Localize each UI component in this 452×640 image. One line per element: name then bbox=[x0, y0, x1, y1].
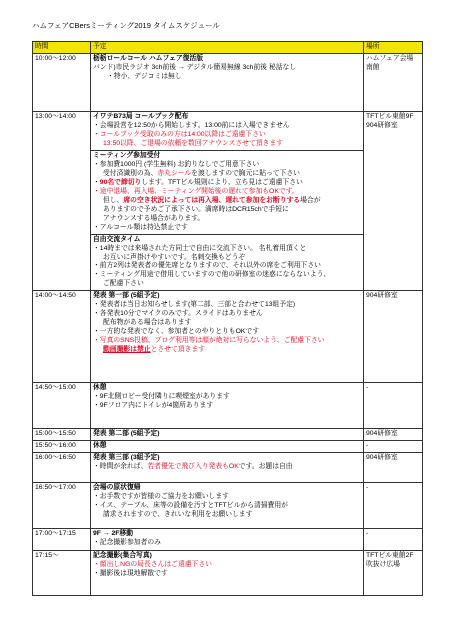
row-place: - bbox=[364, 483, 423, 529]
plan-line: ・発表者は当日お知らせします(第二部、三部と合わせて13組予定) bbox=[93, 301, 296, 309]
plan-line: ・一方的な発表でなく、参加者とのやりとりもOKです bbox=[93, 328, 260, 336]
row-time: 17:15～ bbox=[33, 551, 91, 596]
plan-line: ・9F北側ロビー受付隣りに喫煙室があります bbox=[93, 393, 230, 401]
row-plan bbox=[91, 483, 364, 529]
plan-title: 休憩 bbox=[93, 442, 107, 450]
plan-line: 13:50以降、ご退場の依頼を数回アナウンスさせて頂きます bbox=[103, 139, 283, 147]
plan-line: ・お手数ですが皆様のご協力をお願いします bbox=[93, 493, 229, 501]
plan-block bbox=[91, 54, 363, 83]
plan-line: アナウンスする場合があります。 bbox=[103, 214, 205, 222]
plan-line: 動画撮影は禁止とさせて頂きます bbox=[103, 346, 205, 354]
row-time: 10:00～12:00 bbox=[33, 53, 91, 111]
row-time: 14:00～14:50 bbox=[33, 291, 91, 383]
row-plan bbox=[91, 111, 364, 290]
plan-line: ありますので予めご了承下さい。満席時はDCR15chで手短に bbox=[103, 205, 289, 213]
plan-line: ・9Fフロア内にトイレが4箇所あります bbox=[93, 402, 214, 410]
plan-line: ・撮影後は現地解散です bbox=[93, 570, 168, 578]
plan-line: ・途中退場、再入場、ミーティング開始後の遅れて参加もOKです。 bbox=[93, 187, 299, 195]
plan-title: 休憩 bbox=[93, 384, 107, 392]
plan-title: 会場の原状復帰 bbox=[93, 484, 141, 492]
plan-block bbox=[91, 453, 363, 473]
plan-line: ・14時までは来場された方同士で自由に交流下さい。 名札着用頂くと bbox=[93, 244, 307, 252]
row-time: 16:50～17:00 bbox=[33, 483, 91, 529]
plan-title: 9F → 2F移動 bbox=[93, 530, 134, 538]
plan-line: ・参加費1000円 (学生無料) お釣りなしでご用意下さい bbox=[93, 160, 260, 168]
row-time: 14:50～15:00 bbox=[33, 383, 91, 429]
plan-line: ・記念撮影参加者のみ bbox=[93, 539, 161, 547]
plan-block bbox=[91, 483, 363, 521]
row-plan bbox=[91, 383, 364, 429]
row-place: 904研修室 bbox=[364, 429, 423, 441]
row-time: 15:00～15:50 bbox=[33, 429, 91, 441]
plan-block bbox=[91, 112, 363, 150]
plan-line: ご配慮下さい bbox=[103, 280, 144, 288]
table-row bbox=[33, 383, 423, 429]
table-row bbox=[33, 551, 423, 596]
schedule-table bbox=[32, 41, 423, 596]
plan-block bbox=[91, 441, 363, 452]
plan-block bbox=[91, 150, 363, 234]
row-time: 16:00～16:50 bbox=[33, 453, 91, 483]
row-place: TFTビル東館9F 904研修室 bbox=[364, 111, 423, 290]
table-row bbox=[33, 453, 423, 483]
table-row bbox=[33, 429, 423, 441]
plan-line: ・イス、テーブル、床等の設備を汚すとTFTビルから清掃費用が bbox=[93, 502, 288, 510]
table-row bbox=[33, 483, 423, 529]
row-time: 17:00～17:15 bbox=[33, 529, 91, 551]
plan-block bbox=[91, 291, 363, 356]
plan-block bbox=[91, 529, 363, 549]
plan-block bbox=[91, 429, 363, 440]
row-place: - bbox=[364, 441, 423, 453]
table-row bbox=[33, 53, 423, 111]
plan-line: ・写真のSNS投稿、ブログ利用等は顔が絶対に写らないよう、ご配慮下さい bbox=[93, 337, 325, 345]
plan-line: ・時間が余れば、若者優先で飛び入り発表もOKです。お題は自由 bbox=[93, 463, 293, 471]
table-row bbox=[33, 441, 423, 453]
plan-line: ・90名で締切りします。TFTビル規則により、立ち見はご遠慮下さい bbox=[93, 178, 303, 186]
row-plan bbox=[91, 441, 364, 453]
plan-block bbox=[91, 551, 363, 580]
plan-line: お互いに声掛けやすいです。名刺交換もどうぞ bbox=[103, 253, 246, 261]
row-plan bbox=[91, 291, 364, 383]
plan-title: 発表 第一部 (5組予定) bbox=[93, 292, 160, 300]
row-place: 904研修室 bbox=[364, 453, 423, 483]
plan-title: 栃栃ロールコール ハムフェア復活版 bbox=[93, 54, 204, 62]
plan-title: 自由交流タイム bbox=[93, 235, 141, 243]
plan-line: ・アルコール類は持込禁止です bbox=[93, 223, 188, 231]
header-place: 場所 bbox=[364, 42, 423, 54]
plan-line: 請求されますので、きれいな利用をお願いします bbox=[103, 511, 253, 519]
row-time: 15:50～16:00 bbox=[33, 441, 91, 453]
row-plan bbox=[91, 429, 364, 441]
plan-line: 配布物がある場合はあります bbox=[103, 319, 192, 327]
table-row bbox=[33, 111, 423, 290]
header-plan: 予定 bbox=[91, 42, 364, 54]
page-title: ハムフェアCBersミーティング2019 タイムスケジュール bbox=[32, 21, 220, 30]
row-plan bbox=[91, 53, 364, 111]
plan-title: 発表 第二部 (5組予定) bbox=[93, 430, 160, 438]
plan-block bbox=[91, 234, 363, 291]
plan-line: ・前方2列は発表者の優先席となりますので、それ以外の席をご利用下さい bbox=[93, 262, 321, 270]
plan-line: ・顔出しNGの局長さんはご遠慮下さい bbox=[93, 561, 212, 569]
table-row bbox=[33, 529, 423, 551]
plan-title: 記念撮影(集合写真) bbox=[93, 552, 152, 560]
row-time: 13:00～14:00 bbox=[33, 111, 91, 290]
plan-line: ・各発表10分でマイクのみです。スライドはありません bbox=[93, 310, 263, 318]
row-plan bbox=[91, 529, 364, 551]
plan-title: 発表 第三部 (3組予定) bbox=[93, 454, 160, 462]
plan-line: 但し、席の空き状況によっては再入場、遅れて参加をお断りする場合が bbox=[103, 196, 321, 204]
plan-line: バンド)市民ラジオ 3ch前後 → デジタル簡易無線 3ch前後 秘話なし bbox=[93, 63, 297, 71]
row-place: - bbox=[364, 529, 423, 551]
plan-line: ・コールブック受取のみの方は14:00以降はご遠慮下さい bbox=[93, 130, 266, 138]
table-row bbox=[33, 291, 423, 383]
row-place: TFTビル東館2F 吹抜け広場 bbox=[364, 551, 423, 596]
plan-line: 受付済識別の為、赤丸シールを渡しますので胸元に貼って下さい bbox=[103, 169, 300, 177]
plan-block bbox=[91, 383, 363, 412]
row-plan bbox=[91, 551, 364, 596]
row-plan bbox=[91, 453, 364, 483]
plan-title: ミーティング参加受付 bbox=[93, 151, 161, 159]
header-time: 時間 bbox=[33, 42, 91, 54]
row-place: - bbox=[364, 383, 423, 429]
plan-title: イワテB73局 コールブック配布 bbox=[93, 112, 189, 120]
table-header-row bbox=[33, 42, 423, 54]
row-place: 904研修室 bbox=[364, 291, 423, 383]
plan-line: ・特小、デジコミは無し bbox=[107, 72, 182, 80]
row-place: ハムフェア会場南館 bbox=[364, 53, 423, 111]
plan-line: ・会場設営を12:50から開始します。13:00前には入場できません bbox=[93, 121, 290, 129]
plan-line: ・ミーティング用途で借用していますので他の研修室の迷惑にならないよう、 bbox=[93, 271, 331, 279]
